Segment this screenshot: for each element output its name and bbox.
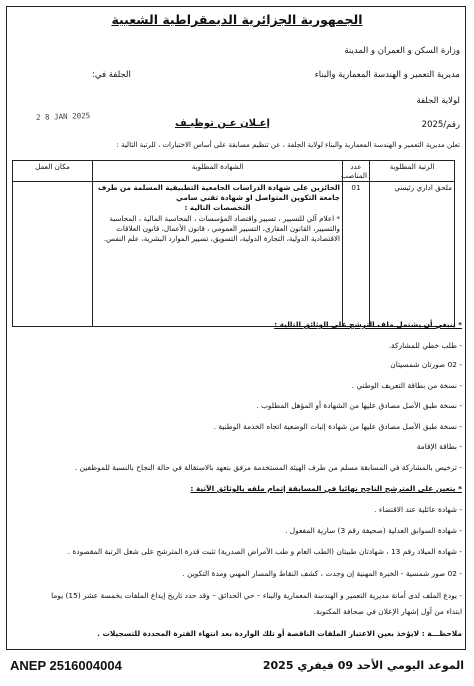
rank-cell: ملحق اداري رئيسي bbox=[370, 182, 455, 327]
list-item: - 02 صورتان شمسيتان bbox=[390, 360, 462, 369]
list-item: - نسخة من بطاقة التعريف الوطني . bbox=[351, 381, 462, 390]
notice-title: إعـلان عـن توظيـف bbox=[175, 118, 270, 129]
workplace-cell bbox=[13, 182, 93, 327]
location-label: الجلفة في: bbox=[92, 70, 131, 80]
header-workplace: مكان العمل bbox=[13, 161, 93, 182]
list-item: - ترخيص بالمشاركة في المسابقة مسلم من طرف الهيئة المستخدمة مرفق بتعهد بالاستقالة في حالة النجاح بالنسبة للموظفين . bbox=[74, 463, 462, 472]
list-item: - طلب خطي للمشاركة. bbox=[388, 341, 462, 350]
posts-cell: 01 bbox=[343, 182, 370, 327]
list-item: - يودع الملف لدى أمانة مديرية التعمير و الهندسة المعمارية والبناء – حي الحدائق – وقد حدد تاريخ إيداع الملفات بخمسة عشر (15) يوما bbox=[51, 591, 462, 600]
list-item: - نسخة طبق الأصل مصادق عليها من شهادة إثبات الوضعية اتجاه الخدمة الوطنية . bbox=[213, 422, 462, 431]
intro-text: تعلن مديرية التعمير و الهندسة المعمارية والبناء لولاية الجلفة ، عن تنظيم مسابقة على أساس الاختبارات ، للرتبة التالية : bbox=[116, 141, 460, 149]
newspaper-credit: الموعد اليومي الأحد 09 فيفري 2025 bbox=[262, 659, 464, 672]
positions-table bbox=[12, 160, 455, 327]
list-item: - بطاقة الإقامة bbox=[416, 442, 462, 451]
list-item: - نسخة طبق الأصل مصادق عليها من الشهادة أو المؤهل المطلوب . bbox=[256, 401, 462, 410]
file-title: * ينبغي أن يشتمل ملف الترشح على الوثائق التالية : bbox=[274, 320, 462, 329]
list-item: - شهادة السوابق العدلية (صحيفة رقم 3) سارية المفعول . bbox=[285, 526, 462, 535]
note-line: ملاحظـــة : لايؤخذ بعين الاعتبار الملفات الناقصة أو تلك الواردة بعد انتهاء الفترة المحددة للتسجيلات . bbox=[97, 629, 462, 638]
certificate-cell bbox=[93, 182, 343, 327]
reference-number: رقم/2025 bbox=[421, 120, 460, 130]
date-stamp: 2 8 JAN 2025 bbox=[35, 111, 91, 122]
anep-number: ANEP 2516004004 bbox=[10, 658, 122, 673]
header-certificate: الشهادة المطلوبة bbox=[93, 161, 343, 182]
header-rank: الرتبة المطلوبة bbox=[370, 161, 455, 182]
winner-title: * يتعين على المترشح الناجح نهائيا في المسابقة إتمام ملفه بالوثائق الآتية : bbox=[190, 484, 462, 493]
specialties-list: * اعلام آلي للتسيير ، تسيير واقتصاد المؤسسات ، المحاسبة المالية ، المحاسبة والتسيير، القانون العقاري، التسيير العمومي ، قانون الأعمال، قانون العلاقات الاقتصادية الدولية، التجارة الدولية، التسويق، تسيير الموارد البشرية، علم النفس. bbox=[103, 213, 340, 244]
table-row bbox=[13, 182, 455, 327]
list-item: - شهادة عائلية عند الاقتضاء . bbox=[374, 505, 462, 514]
directorate-line: مديرية التعمير و الهندسة المعمارية والبناء bbox=[314, 70, 460, 80]
ministry-line: وزارة السكن و العمران و المدينة bbox=[344, 46, 460, 56]
list-item: - شهادة الميلاد رقم 13 ، شهادتان طبيتان (الطب العام و طب الأمراض الصدرية) تثبت قدرة المترشح على شغل الرتبة المقصودة . bbox=[67, 547, 462, 556]
wilaya-line: لولاية الجلفة bbox=[416, 96, 460, 106]
list-item: - 02 صور شمسية - الخبرة المهنية إن وجدت ، كشف النقاط والمسار المهني ومدة التكوين . bbox=[182, 569, 462, 578]
specialties-title: التخصصات التالية : bbox=[184, 203, 251, 213]
certificate-main: الحائزين على شهادة الدراسات الجامعية التطبيقية المسلمة من طرف جامعة التكوين المتواصل او شهادة تقني سامي bbox=[97, 183, 340, 203]
header-posts: عدد المناصب bbox=[343, 161, 370, 182]
republic-header: الجمهورية الجزائرية الديمقراطية الشعبية bbox=[111, 12, 363, 27]
list-item: ابتداء من أول إشهار الإعلان في صحافة المكتوبة. bbox=[313, 607, 462, 616]
